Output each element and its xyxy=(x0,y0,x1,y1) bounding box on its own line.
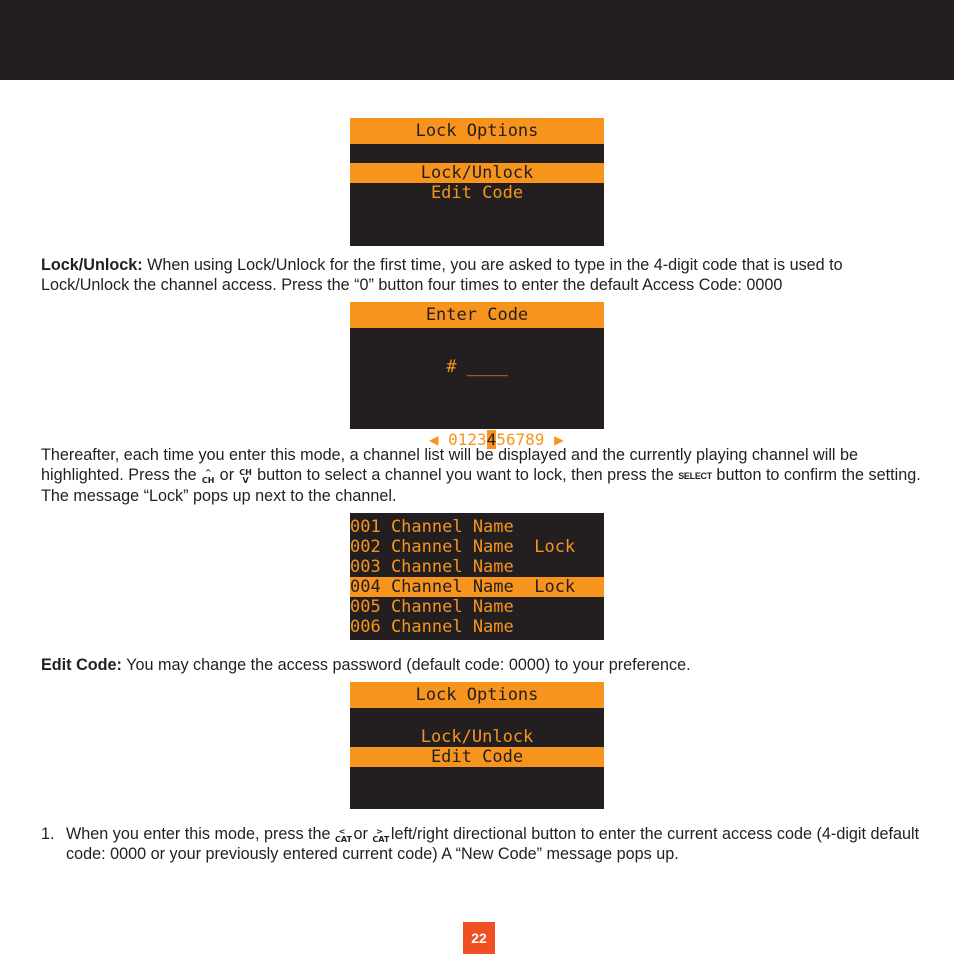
or-text: or xyxy=(349,825,373,843)
or-text: or xyxy=(215,466,239,484)
channel-row: 006 Channel Name xyxy=(350,617,514,637)
lock-options-screen xyxy=(350,118,604,246)
code-entry-field: # ____ xyxy=(446,357,508,377)
ch-down-label: CH xyxy=(239,468,252,477)
menu-item-lock-unlock: Lock/Unlock xyxy=(350,163,604,183)
channel-row: 002 Channel Name Lock xyxy=(350,537,576,557)
edit-code-label: Edit Code: xyxy=(41,656,122,674)
enter-code-screen xyxy=(350,302,604,449)
ch-up-icon xyxy=(201,469,215,485)
channel-row-highlighted: 004 Channel Name Lock xyxy=(350,577,604,597)
digits-before: 0123 xyxy=(438,430,487,449)
channel-row: 003 Channel Name xyxy=(350,557,514,577)
screen-title: Enter Code xyxy=(425,305,529,325)
cat-right-arrow: > xyxy=(376,827,383,836)
menu-item-edit-code: Edit Code xyxy=(430,183,524,203)
step-1 xyxy=(41,824,921,864)
ch-up-arrow: ^ xyxy=(204,468,212,477)
ch-down-arrow: V xyxy=(242,476,249,485)
cat-left-arrow: < xyxy=(338,827,346,836)
digit-cursor: 4 xyxy=(486,430,497,449)
cat-left-label: CAT xyxy=(335,835,352,844)
menu-item-lock-unlock: Lock/Unlock xyxy=(420,727,534,747)
cat-left-icon xyxy=(335,827,352,844)
edit-code-text: You may change the access password (default code: 0000) to your preference. xyxy=(121,656,691,674)
digits-after: 56789 xyxy=(496,430,555,449)
cat-right-icon xyxy=(372,827,390,844)
para-text: Thereafter, each time you enter this mode, a channel list will be displayed and the currently playing channel will be highlighted. Press the xyxy=(41,446,859,484)
step-body xyxy=(41,824,921,864)
screen-title-band xyxy=(350,682,604,708)
lock-options-screen-edit xyxy=(350,682,604,809)
channel-list-paragraph xyxy=(41,445,921,506)
screen-title-band xyxy=(350,302,604,328)
ch-down-icon xyxy=(239,469,253,485)
left-arrow-icon: ◀ xyxy=(428,430,439,449)
digit-selector xyxy=(350,407,604,449)
channel-row: 001 Channel Name xyxy=(350,517,514,537)
lock-unlock-text: When using Lock/Unlock for the first time, you are asked to type in the 4-digit code that is used to Lock/Unlock the channel access. Press the “0” button four times to enter the default Access Code: 0000 xyxy=(41,256,843,294)
para-text: button to select a channel you want to lock, then press the xyxy=(252,466,679,484)
select-button-icon: SELECT xyxy=(678,471,712,481)
step-text: left/right directional button to enter the current access code (4-digit default code: 0000 or your previously entered current code) A “New Code” message pops up. xyxy=(66,825,920,863)
edit-code-paragraph xyxy=(41,655,921,675)
cat-right-label: CAT xyxy=(372,835,390,844)
step-number: 1. xyxy=(41,825,55,843)
ch-up-label: CH xyxy=(201,476,215,485)
lock-unlock-paragraph xyxy=(41,255,921,295)
right-arrow-icon: ▶ xyxy=(554,430,564,449)
channel-row: 005 Channel Name xyxy=(350,597,514,617)
channel-list-screen xyxy=(350,513,604,640)
menu-item-edit-code: Edit Code xyxy=(350,747,604,767)
lock-unlock-label: Lock/Unlock: xyxy=(41,256,143,274)
header-bar xyxy=(0,0,954,80)
page-number: 22 xyxy=(463,922,495,954)
step-text: When you enter this mode, press the xyxy=(66,825,336,843)
screen-title: Lock Options xyxy=(415,121,539,141)
screen-title-band xyxy=(350,118,604,144)
screen-title: Lock Options xyxy=(415,685,539,705)
para-text: button to confirm the setting. The message “Lock” pops up next to the channel. xyxy=(41,466,921,505)
